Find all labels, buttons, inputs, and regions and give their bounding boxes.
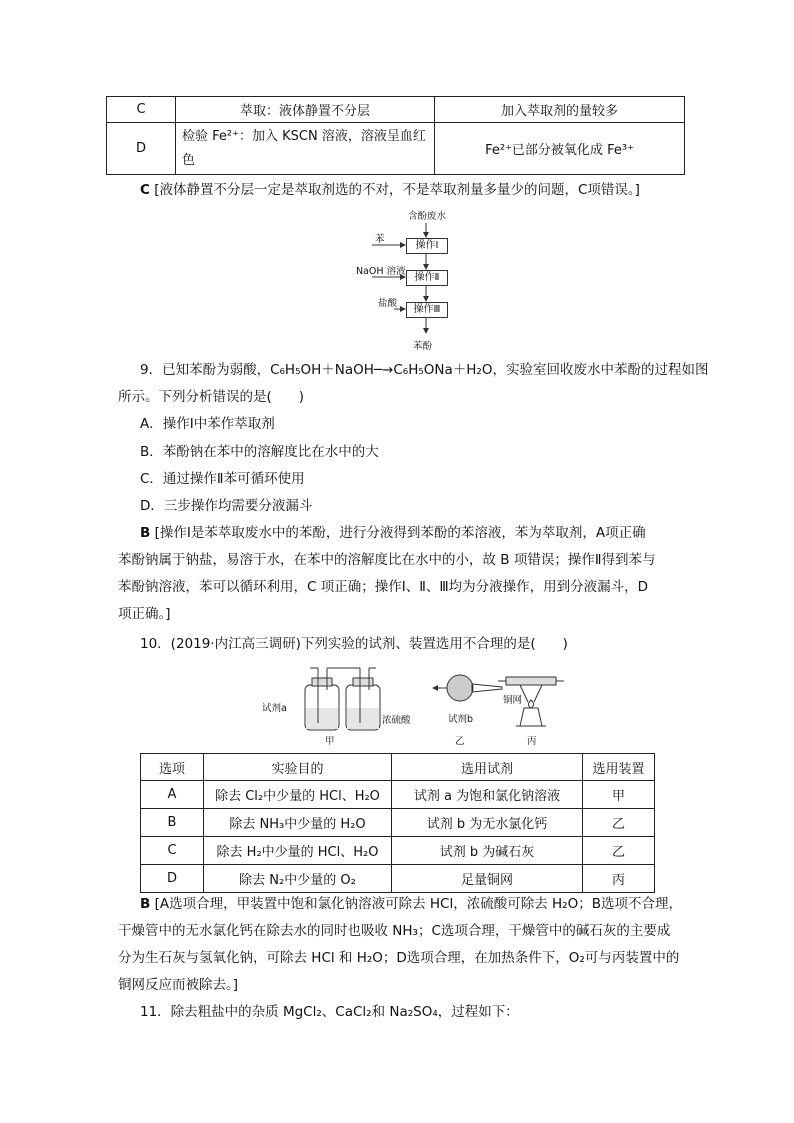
q9-option-d: D．三步操作均需要分液漏斗 bbox=[140, 498, 313, 514]
q9-line1: 9．已知苯酚为弱酸，C₆H₅OH＋NaOH─→C₆H₅ONa＋H₂O，实验室回收废水中苯酚的过程如图 bbox=[140, 362, 709, 378]
label-bing: 丙 bbox=[527, 736, 537, 747]
cell-reagent: 试剂 b 为碱石灰 bbox=[392, 837, 583, 865]
header-cell: 选用装置 bbox=[583, 754, 655, 781]
label-reagent-a: 试剂a bbox=[262, 703, 287, 714]
answer-letter: C bbox=[140, 182, 150, 198]
cell-purpose: 除去 N₂中少量的 O₂ bbox=[204, 865, 392, 893]
cell-option: A bbox=[141, 781, 204, 809]
operation-cell: 萃取：液体静置不分层 bbox=[176, 97, 435, 123]
cell-device: 乙 bbox=[583, 809, 655, 837]
answer-text: [A选项合理，甲装置中饱和氯化钠溶液可除去 HCl，浓硫酸可除去 H₂O；B选项不合理， bbox=[154, 896, 682, 912]
header-cell: 选项 bbox=[141, 754, 204, 781]
table-row bbox=[107, 123, 685, 175]
option-cell: C bbox=[107, 97, 176, 123]
label-conc-acid: 浓硫酸 bbox=[382, 715, 411, 726]
cell-option: B bbox=[141, 809, 204, 837]
answer-10-line2: 干燥管中的无水氯化钙在除去水的同时也吸收 NH₃；C选项合理，干燥管中的碱石灰的主要成 bbox=[118, 923, 671, 939]
flow-bottom-label: 苯酚 bbox=[413, 341, 433, 352]
q9-option-a: A．操作Ⅰ中苯作萃取剂 bbox=[140, 416, 275, 432]
flow-input-1: 苯 bbox=[375, 234, 385, 245]
flow-input-3: 盐酸 bbox=[378, 298, 398, 309]
table-row bbox=[141, 781, 655, 809]
flow-op1-box: 操作Ⅰ bbox=[406, 238, 448, 254]
cell-device: 丙 bbox=[583, 865, 655, 893]
cell-device: 乙 bbox=[583, 837, 655, 865]
flow-op3-box: 操作Ⅲ bbox=[406, 302, 448, 318]
cell-purpose: 除去 Cl₂中少量的 HCl、H₂O bbox=[204, 781, 392, 809]
cell-option: C bbox=[141, 837, 204, 865]
answer-9-line1 bbox=[140, 521, 646, 545]
table-row bbox=[141, 865, 655, 893]
operation-line: 色 bbox=[182, 152, 196, 168]
answer-9-line4: 项正确。] bbox=[118, 606, 171, 622]
q10-table bbox=[140, 753, 655, 893]
q9-option-c: C．通过操作Ⅱ苯可循环使用 bbox=[140, 471, 305, 487]
cell-device: 甲 bbox=[583, 781, 655, 809]
answer-9-line2: 苯酚钠属于钠盐，易溶于水，在苯中的溶解度比在水中的小，故 B 项错误；操作Ⅱ得到苯与 bbox=[118, 552, 656, 568]
answer-text: [操作Ⅰ是苯萃取废水中的苯酚，进行分液得到苯酚的苯溶液，苯为萃取剂，A项正确 bbox=[154, 525, 646, 541]
q9-line2: 所示。下列分析错误的是( ) bbox=[118, 389, 305, 405]
table-row bbox=[107, 97, 685, 123]
reason-cell: Fe²⁺已部分被氧化成 Fe³⁺ bbox=[435, 123, 685, 175]
cell-reagent: 试剂 a 为饱和氯化钠溶液 bbox=[392, 781, 583, 809]
option-cell: D bbox=[107, 123, 176, 175]
cell-option: D bbox=[141, 865, 204, 893]
table-row bbox=[141, 809, 655, 837]
answer-8 bbox=[140, 178, 640, 202]
header-cell: 选用试剂 bbox=[392, 754, 583, 781]
answer-text: [液体静置不分层一定是萃取剂选的不对，不是萃取剂量多量少的问题，C项错误。] bbox=[154, 182, 640, 198]
answer-letter: B bbox=[140, 525, 151, 541]
answer-9-line3: 苯酚钠溶液，苯可以循环利用，C 项正确；操作Ⅰ、Ⅱ、Ⅲ均为分液操作，用到分液漏斗，D bbox=[118, 579, 649, 595]
answer-10-line4: 铜网反应而被除去。] bbox=[118, 977, 239, 993]
table-header-row bbox=[141, 754, 655, 781]
operation-cell bbox=[176, 123, 435, 175]
option-table-top bbox=[106, 96, 685, 175]
table-row bbox=[141, 837, 655, 865]
cell-purpose: 除去 NH₃中少量的 H₂O bbox=[204, 809, 392, 837]
label-copper-mesh: 铜网 bbox=[503, 695, 523, 706]
answer-letter: B bbox=[140, 896, 151, 912]
flow-top-label: 含酚废水 bbox=[408, 211, 447, 222]
cell-reagent: 试剂 b 为无水氯化钙 bbox=[392, 809, 583, 837]
label-reagent-b: 试剂b bbox=[448, 714, 474, 725]
cell-purpose: 除去 H₂中少量的 HCl、H₂O bbox=[204, 837, 392, 865]
label-yi: 乙 bbox=[455, 736, 465, 747]
answer-10-line1 bbox=[140, 892, 682, 916]
header-cell: 实验目的 bbox=[204, 754, 392, 781]
answer-10-line3: 分为生石灰与氢氧化钠，可除去 HCl 和 H₂O；D选项合理，在加热条件下，O₂可与丙装置中的 bbox=[118, 950, 680, 966]
q11-stem: 11．除去粗盐中的杂质 MgCl₂、CaCl₂和 Na₂SO₄，过程如下： bbox=[140, 1004, 519, 1020]
cell-reagent: 足量铜网 bbox=[392, 865, 583, 893]
operation-line: 检验 Fe²⁺：加入 KSCN 溶液，溶液呈血红 bbox=[182, 128, 426, 144]
label-jia: 甲 bbox=[325, 736, 335, 747]
reason-cell: 加入萃取剂的量较多 bbox=[435, 97, 685, 123]
q10-stem: 10．(2019·内江高三调研)下列实验的试剂、装置选用不合理的是( ) bbox=[140, 636, 568, 652]
flow-op2-box: 操作Ⅱ bbox=[406, 270, 448, 286]
q9-option-b: B．苯酚钠在苯中的溶解度比在水中的大 bbox=[140, 444, 379, 460]
flow-input-2: NaOH 溶液 bbox=[356, 266, 406, 277]
